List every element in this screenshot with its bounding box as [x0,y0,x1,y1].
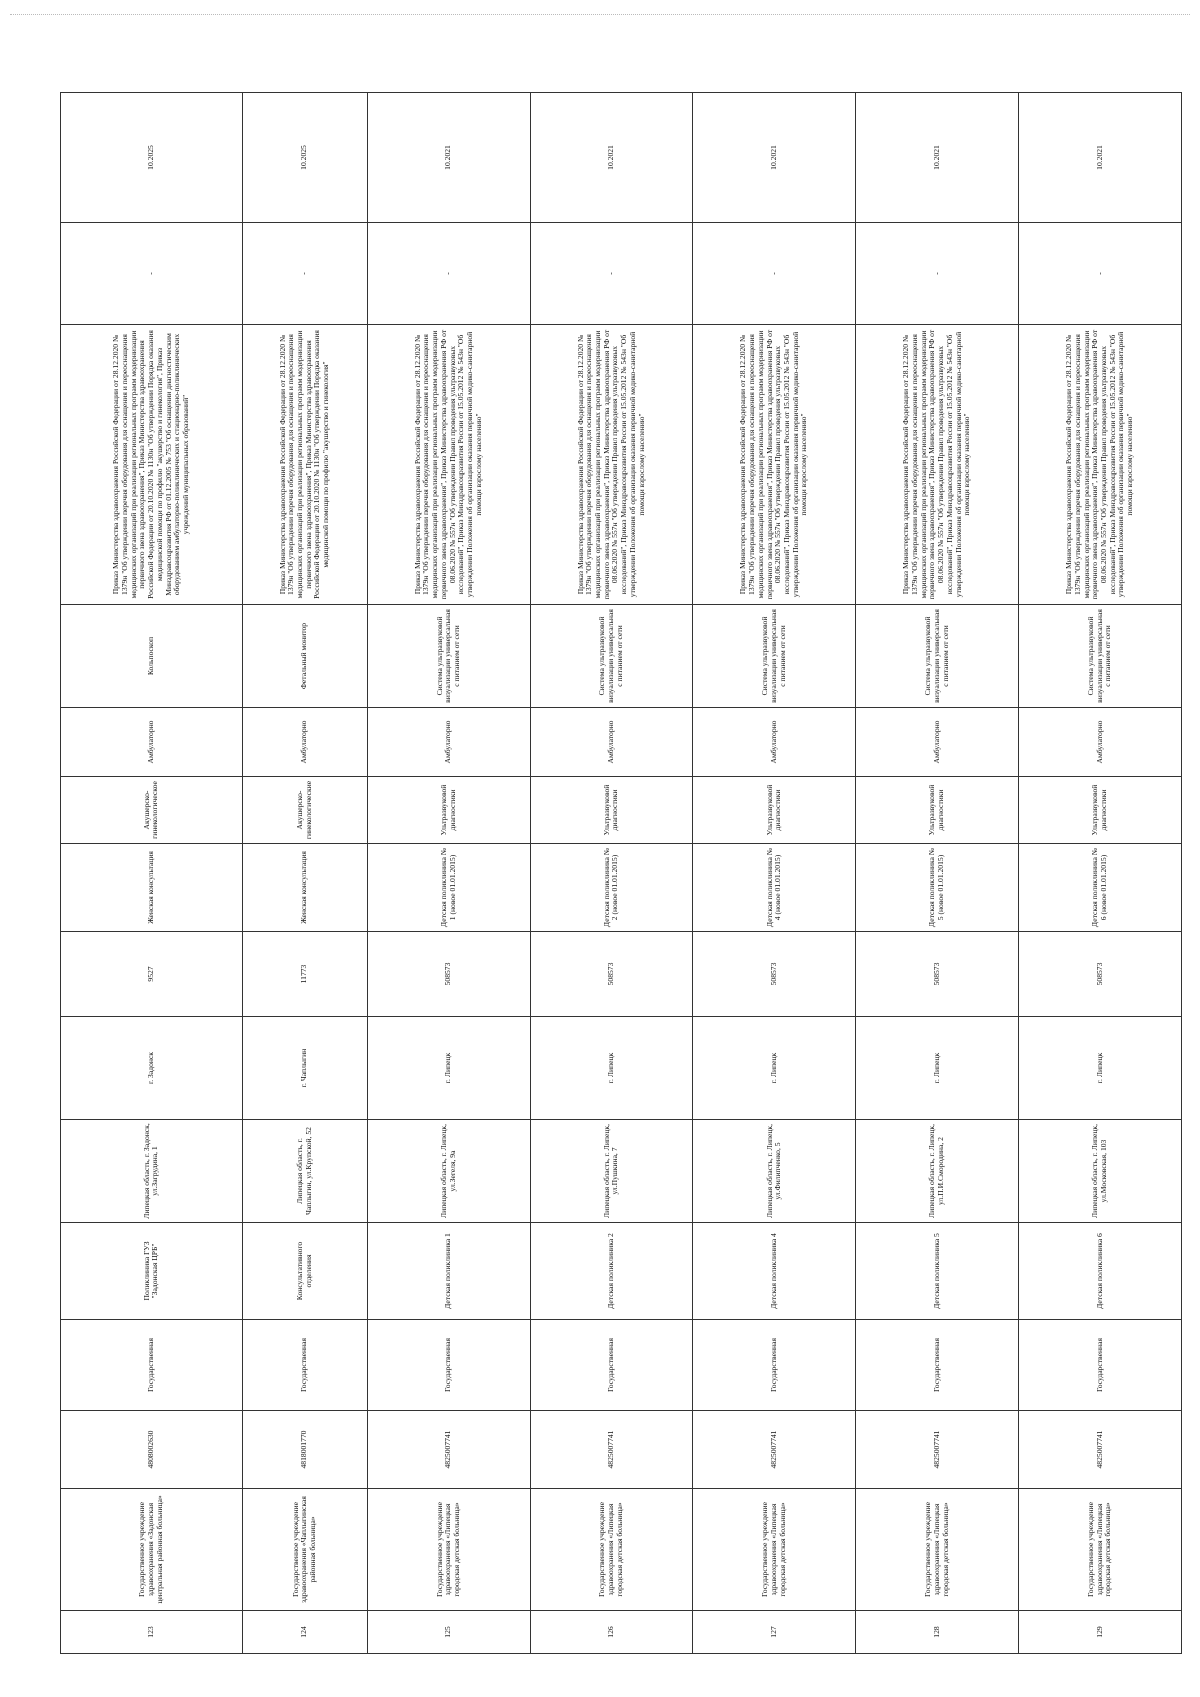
regulatory-basis: Приказ Министерства здравоохранения Российской Федерации от 28.12.2020 № 1379н "Об утверждении перечня оборудования для оснащения и переоснащения медицинских организаций при реализации региональных программ модернизации первичного звена здравоохранения", Приказ Министерства здравоохранения РФ от 08.06.2020 № 557н "Об утверждении Правил проведения ультразвуковых исследований", Приказ Минздравсоцразвития России от 15.05.2012 № 543н "Об утверждении Положения об организации оказания первичной медико-санитарной помощи взрослому населению" [693,325,856,605]
division-address: Липецкая область, г. Чаплыгин, ул.Крупской, 52 [242,1120,367,1223]
care-conditions: Амбулаторно [242,708,367,777]
care-conditions: Амбулаторно [856,708,1019,777]
population: 508573 [856,932,1019,1017]
care-conditions: Амбулаторно [367,708,530,777]
table-row [367,93,530,1654]
regulatory-basis: Приказ Министерства здравоохранения Российской Федерации от 28.12.2020 № 1379н "Об утверждении перечня оборудования для оснащения и переоснащения медицинских организаций при реализации региональных программ модернизации первичного звена здравоохранения", Приказ Министерства здравоохранения РФ от 08.06.2020 № 557н "Об утверждении Правил проведения ультразвуковых исследований", Приказ Минздравсоцразвития России от 15.05.2012 № 543н "Об утверждении Положения об организации оказания первичной медико-санитарной помощи взрослому населению" [367,325,530,605]
medical-profile: Ультразвуковой диагностики [693,777,856,844]
row-number: 125 [367,1611,530,1654]
division-address: Липецкая область, г. Липецк, ул.Пушкина, 7 [530,1120,693,1223]
medical-profile: Акушерско-гинекологическое [61,777,243,844]
medical-profile: Ультразвуковой диагностики [367,777,530,844]
regulatory-basis: Приказ Министерства здравоохранения Российской Федерации от 28.12.2020 № 1379н "Об утверждении перечня оборудования для оснащения и переоснащения медицинских организаций при реализации региональных программ модернизации первичного звена здравоохранения", Приказ Министерства здравоохранения РФ от 08.06.2020 № 557н "Об утверждении Правил проведения ультразвуковых исследований", Приказ Минздравсоцразвития России от 15.05.2012 № 543н "Об утверждении Положения об организации оказания первичной медико-санитарной помощи взрослому населению" [856,325,1019,605]
regulatory-basis: Приказ Министерства здравоохранения Российской Федерации от 28.12.2020 № 1379н "Об утверждении перечня оборудования для оснащения и переоснащения медицинских организаций при реализации региональных программ модернизации первичного звена здравоохранения", Приказ Министерства здравоохранения РФ от 08.06.2020 № 557н "Об утверждении Правил проведения ультразвуковых исследований", Приказ Минздравсоцразвития России от 15.05.2012 № 543н "Об утверждении Положения об организации оказания первичной медико-санитарной помощи взрослому населению" [530,325,693,605]
structural-unit: Детская поликлиника № 2 (новое 01.01.2015) [530,844,693,932]
equipment-name: Система ультразвуковой визуализации универсальная с питанием от сети [367,605,530,708]
organization-inn: 4825007741 [530,1411,693,1489]
planned-date: 10.2021 [693,93,856,223]
row-number: 124 [242,1611,367,1654]
scan-top-edge [10,14,1190,15]
planned-date: 10.2021 [856,93,1019,223]
table-row [530,93,693,1654]
planned-date: 10.2021 [530,93,693,223]
table-row [61,93,243,1654]
settlement: г. Липецк [1019,1017,1182,1120]
quantity-dash: - [1019,223,1182,325]
organization-name: Государственное учреждение здравоохранения «Липецкая городская детская больница» [367,1489,530,1611]
ownership-form: Государственная [693,1320,856,1411]
regulatory-basis: Приказ Министерства здравоохранения Российской Федерации от 28.12.2020 № 1379н "Об утверждении перечня оборудования для оснащения и переоснащения медицинских организаций при реализации региональных программ модернизации первичного звена здравоохранения", Приказ Министерства здравоохранения Российской Федерации от 20.10.2020 № 1130н "Об утверждении Порядка оказания медицинской помощи по профилю "акушерство и гинекология" [242,325,367,605]
population: 508573 [693,932,856,1017]
population: 508573 [1019,932,1182,1017]
row-number: 129 [1019,1611,1182,1654]
quantity-dash: - [61,223,243,325]
planned-date: 10.2021 [367,93,530,223]
division-name: Детская поликлиника 6 [1019,1223,1182,1320]
regulatory-basis: Приказ Министерства здравоохранения Российской Федерации от 28.12.2020 № 1379н "Об утверждении перечня оборудования для оснащения и переоснащения медицинских организаций при реализации региональных программ модернизации первичного звена здравоохранения", Приказ Министерства здравоохранения Российской Федерации от 20.10.2020 № 1130н "Об утверждении Порядка оказания медицинской помощи по профилю "акушерство и гинекология", Приказ Минздравсоцразвития РФ от 01.12.2005 № 753 "Об оснащении диагностическим оборудованием амбулаторно-поликлинических и стационарно-поликлинических учреждений муниципальных образований" [61,325,243,605]
planned-date: 10.2025 [61,93,243,223]
row-number: 123 [61,1611,243,1654]
population: 9527 [61,932,243,1017]
organization-name: Государственное учреждение здравоохранения «Липецкая городская детская больница» [1019,1489,1182,1611]
ownership-form: Государственная [367,1320,530,1411]
quantity-dash: - [693,223,856,325]
organization-inn: 4825007741 [856,1411,1019,1489]
ownership-form: Государственная [856,1320,1019,1411]
organization-inn: 4825007741 [1019,1411,1182,1489]
division-name: Поликлиника ГУЗ "Задонская ЦРБ" [61,1223,243,1320]
structural-unit: Женская консультация [242,844,367,932]
structural-unit: Детская поликлиника № 4 (новое 01.01.2015) [693,844,856,932]
division-name: Детская поликлиника 1 [367,1223,530,1320]
division-address: Липецкая область, г. Липецк, ул.Зегеля, 9а [367,1120,530,1223]
organization-name: Государственное учреждение здравоохранения «Липецкая городская детская больница» [693,1489,856,1611]
equipment-register-table [60,92,1182,1654]
table-row [242,93,367,1654]
medical-profile: Ультразвуковой диагностики [1019,777,1182,844]
division-name: Детская поликлиника 5 [856,1223,1019,1320]
care-conditions: Амбулаторно [530,708,693,777]
rotated-page [60,93,1182,1654]
planned-date: 10.2021 [1019,93,1182,223]
organization-inn: 4818001770 [242,1411,367,1489]
table-body [61,93,1182,1654]
ownership-form: Государственная [1019,1320,1182,1411]
quantity-dash: - [367,223,530,325]
ownership-form: Государственная [530,1320,693,1411]
quantity-dash: - [530,223,693,325]
care-conditions: Амбулаторно [61,708,243,777]
table-row [856,93,1019,1654]
division-name: Консультативного отделения [242,1223,367,1320]
quantity-dash: - [242,223,367,325]
organization-name: Государственное учреждение здравоохранения «Липецкая городская детская больница» [856,1489,1019,1611]
population: 508573 [367,932,530,1017]
division-address: Липецкая область, г. Задонск, ул.Загрудина, 1 [61,1120,243,1223]
division-name: Детская поликлиника 4 [693,1223,856,1320]
organization-inn: 4808002630 [61,1411,243,1489]
organization-inn: 4825007741 [693,1411,856,1489]
regulatory-basis: Приказ Министерства здравоохранения Российской Федерации от 28.12.2020 № 1379н "Об утверждении перечня оборудования для оснащения и переоснащения медицинских организаций при реализации региональных программ модернизации первичного звена здравоохранения", Приказ Министерства здравоохранения РФ от 08.06.2020 № 557н "Об утверждении Правил проведения ультразвуковых исследований", Приказ Минздравсоцразвития России от 15.05.2012 № 543н "Об утверждении Положения об организации оказания первичной медико-санитарной помощи взрослому населению" [1019,325,1182,605]
medical-profile: Акушерско-гинекологические [242,777,367,844]
table-row [693,93,856,1654]
settlement: г. Липецк [693,1017,856,1120]
ownership-form: Государственная [61,1320,243,1411]
medical-profile: Ультразвуковой диагностики [530,777,693,844]
planned-date: 10.2025 [242,93,367,223]
structural-unit: Детская поликлиника № 5 (новое 01.01.2015) [856,844,1019,932]
organization-name: Государственное учреждение здравоохранения «Задонская центральная районная больница» [61,1489,243,1611]
table-row [1019,93,1182,1654]
organization-name: Государственное учреждение здравоохранения «Чаплыгинская районная больница» [242,1489,367,1611]
row-number: 127 [693,1611,856,1654]
division-name: Детская поликлиника 2 [530,1223,693,1320]
population: 11773 [242,932,367,1017]
settlement: г. Задонск [61,1017,243,1120]
settlement: г. Чаплыгин [242,1017,367,1120]
settlement: г. Липецк [856,1017,1019,1120]
structural-unit: Женская консультация [61,844,243,932]
row-number: 126 [530,1611,693,1654]
settlement: г. Липецк [530,1017,693,1120]
population: 508573 [530,932,693,1017]
settlement: г. Липецк [367,1017,530,1120]
organization-name: Государственное учреждение здравоохранения «Липецкая городская детская больница» [530,1489,693,1611]
division-address: Липецкая область, г. Липецк, ул.П.И.Смородина, 2 [856,1120,1019,1223]
care-conditions: Амбулаторно [693,708,856,777]
equipment-name: Система ультразвуковой визуализации универсальная с питанием от сети [693,605,856,708]
quantity-dash: - [856,223,1019,325]
equipment-name: Система ультразвуковой визуализации универсальная с питанием от сети [856,605,1019,708]
row-number: 128 [856,1611,1019,1654]
care-conditions: Амбулаторно [1019,708,1182,777]
division-address: Липецкая область, г. Липецк, ул.Московская, 103 [1019,1120,1182,1223]
equipment-name: Система ультразвуковой визуализации универсальная с питанием от сети [1019,605,1182,708]
structural-unit: Детская поликлиника № 6 (новое 01.01.2015) [1019,844,1182,932]
structural-unit: Детская поликлиника № 1 (новое 01.01.2015) [367,844,530,932]
medical-profile: Ультразвуковой диагностики [856,777,1019,844]
equipment-name: Фетальный монитор [242,605,367,708]
organization-inn: 4825007741 [367,1411,530,1489]
equipment-name: Кольпоскоп [61,605,243,708]
division-address: Липецкая область, г. Липецк, ул.Филипченко, 5 [693,1120,856,1223]
ownership-form: Государственная [242,1320,367,1411]
equipment-name: Система ультразвуковой визуализации универсальная с питанием от сети [530,605,693,708]
